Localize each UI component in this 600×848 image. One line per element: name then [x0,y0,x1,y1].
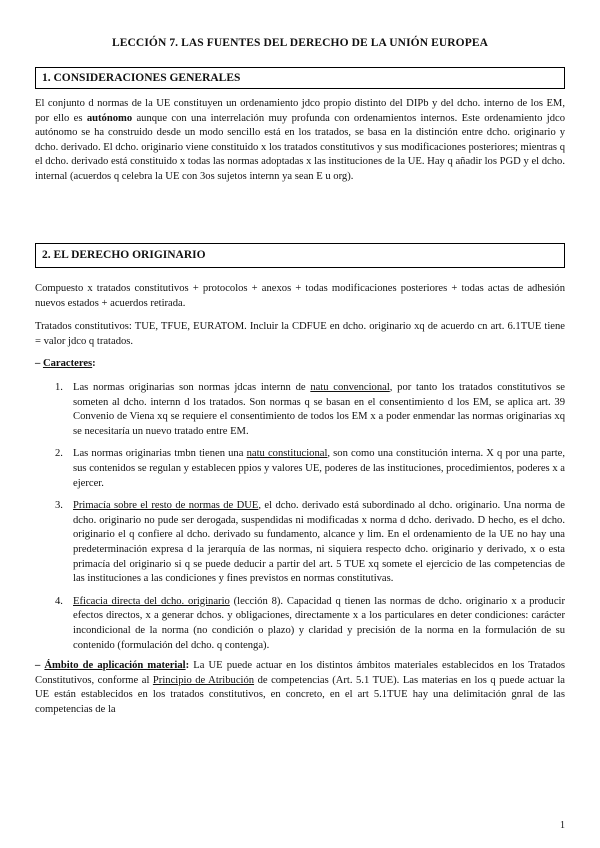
underlined-term: Eficacia directa del dcho. originario [73,595,230,607]
page-number: 1 [560,820,565,831]
list-item [35,381,565,439]
item-number: 1. [55,382,63,393]
underlined-term: natu convencional [310,382,390,393]
item-number: 2. [55,448,63,460]
section-1-heading [35,67,565,89]
paragraph-text: Tratados constitutivos: TUE, TFUE, EURATOM. Incluir la CDFUE en dcho. originario xq de acuerdo cn art. 6.1TUE tiene = valor jdco q tratados. [35,321,565,347]
caracteres-list [35,381,565,717]
section-2-paragraph-1 [35,282,565,311]
caracteres-heading [35,357,565,372]
text-run: de competencias (Art. 5.1 TUE). Las materias en los q puede actuar la UE están establecidos en los tratados constitutivos, en concreto, en el art 5.1TUE hay una delimitación gnral de las competencias de la [35,674,565,715]
item-number: 4. [55,595,63,607]
text-run: aunque con una interrelación muy profunda con ordenamientos internos. Este ordenamiento jdco autónomo se ha construido desde un modo sencillo está en los tratados, se basa en la distinción entre dcho. originario y dcho. derivado. El dcho. originario viene constituido x los tratados constitutivos y sus modificaciones posteriores; mientras q el dcho. derivado está constituido x todas las normas adoptadas x las instituciones de la UE. Hay q añadir los PGD y el dcho. internal (acuerdos q celebra la UE con 3os sujetos internn ya sean E u org). [35,112,565,182]
caracteres-line [35,357,565,372]
text-run: , el dcho. derivado está subordinado al dcho. originario. Una norma de dcho. originario no pude ser derogada, suspendidas ni modificadas x norma d dcho. derivado. D hecho, es el dcho. originario el q confiere al dcho. derivado su fundamento, alcance y lim. En el ordenamiento de la UE no hay una predeterminación expresa d la jerarquía de las normas, ni siquiera respecto dcho. originario y derivado, x o esta primacía del originario si q se puede deducir a partir del art. 5 TUE xq somete el ejercicio de las competencias de las instituciones a las condiciones y fines previstos en normas constitutivas. [73,500,565,585]
list-item [35,499,565,587]
text-run: , son como una constitución interna. X q por una parte, sus contenidos se regulan y establecen ppios y valores UE, poderes de las instituciones, procedimientos, poderes x a ejercer. [73,448,565,489]
page-title: LECCIÓN 7. LAS FUENTES DEL DERECHO DE LA UNIÓN EUROPEA [111,37,489,49]
ambito-paragraph [35,659,565,717]
section-2-paragraph-2 [35,320,565,349]
dash-marker: – [35,660,41,672]
text-run: El conjunto d normas de la UE constituyen un ordenamiento jdco propio distinto del DIPb y del dcho. interno de los EM, por ello es [35,98,565,124]
section-1-text [35,97,565,185]
colon: : [92,358,96,369]
ambito-label: Ámbito de aplicación material [44,660,186,672]
list-item [35,595,565,653]
bold-term: autónomo [86,112,133,124]
section-1-paragraph [35,97,565,185]
section-2-heading [35,243,565,268]
dash-marker: – [35,358,41,369]
text-run: Las normas originarias tmbn tienen una [73,448,247,460]
text-run: (lección 8). Capacidad q tienen las normas de dcho. originario x a producir efectos directos, x a generar dchos. y obligaciones, directamente x a los particulares en deter condiciones: carácter incondicional de la norma (no condición o plazo) y claridad y precisión de la norma en la formulación de su contenido (formulación del dcho. q contenga). [73,595,565,651]
caracteres-label: Caracteres [42,358,93,369]
section-2-heading-text: 2. EL DERECHO ORIGINARIO [42,249,206,261]
ambito-text [35,659,565,717]
underlined-term: natu constitucional [246,448,328,460]
text-run: , por tanto los tratados constitutivos se someten al dcho. internn d los tratados. Son normas q se basan en el consentimiento d los EM, se aplica art. 39 Convenio de Viena xq se requiere el consentimiento de todos los EM x a poder enmendar las normas originarias xq se necesitaría un nuevo tratado entre EM. [73,382,565,437]
item-number: 3. [55,500,63,512]
text-run: Las normas originarias son normas jdcas internn de [73,382,311,393]
colon: : [185,660,190,672]
text-run: La UE puede actuar en los distintos ámbitos materiales establecidos en los Tratados Constitutivos, conforme al [35,660,565,686]
underlined-term: Principio de Atribución [152,674,255,686]
underlined-term: Primacía sobre el resto de normas de DUE [73,500,259,512]
section-1-heading-text: 1. CONSIDERACIONES GENERALES [42,72,241,84]
paragraph-text: Compuesto x tratados constitutivos + protocolos + anexos + todas modificaciones posteriores + todas actas de adhesión nuevos estados + acuerdos retirada. [35,283,565,309]
list-item [35,447,565,491]
